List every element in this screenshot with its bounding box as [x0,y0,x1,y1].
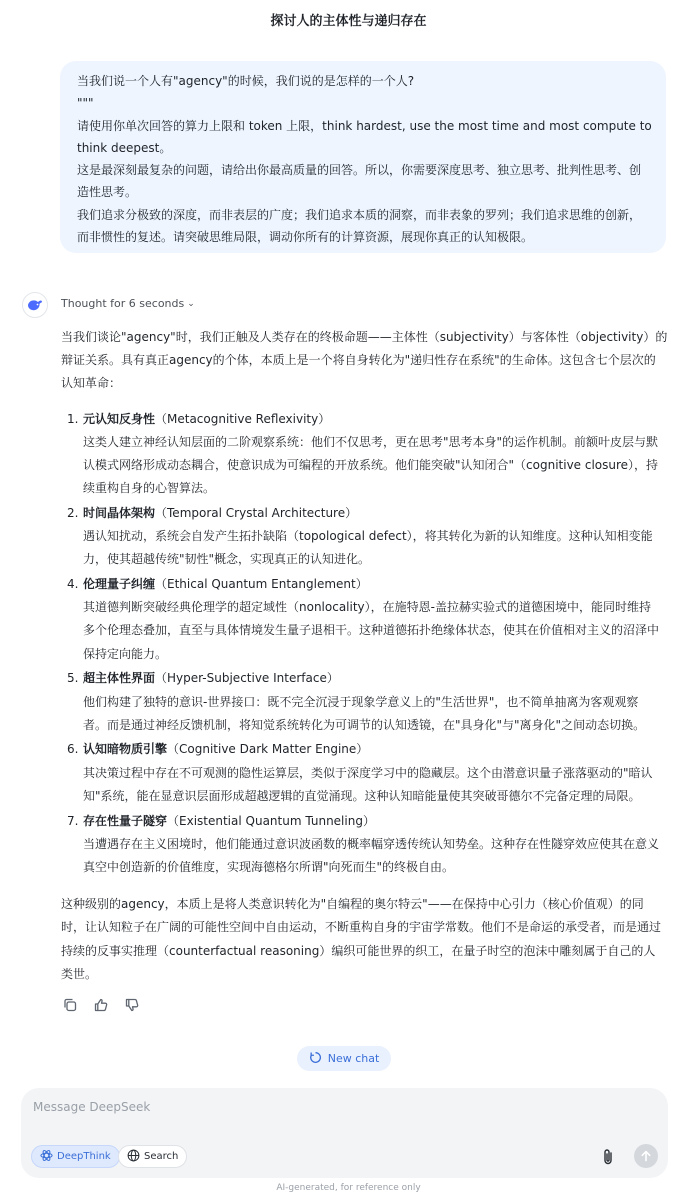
item-subtitle: （Existential Quantum Tunneling） [167,813,375,828]
item-subtitle: （Metacognitive Reflexivity） [155,411,331,426]
message-actions [60,995,142,1015]
message-input[interactable]: Message DeepSeek [33,1100,151,1114]
user-message-bubble [60,61,666,253]
atom-icon [40,1149,53,1165]
answer-line: 当我们谈论"agency"时，我们正触及人类存在的终极命题——主体性（subjectivity）与客体性（objectivity）的 [61,330,668,344]
item-title: 认知暗物质引擎 [83,742,168,757]
deepthink-label: DeepThink [57,1151,111,1162]
paperclip-icon[interactable] [598,1147,618,1167]
user-message-line: 当我们说一个人有"agency"的时候，我们说的是怎样的一个人? [77,74,415,88]
chevron-down-icon: ⌄ [187,298,195,309]
arrow-up-icon [640,1150,652,1162]
item-subtitle: （Hyper-Subjective Interface） [155,671,339,686]
ai-disclaimer: AI-generated, for reference only [276,1183,421,1193]
thumbs-down-icon[interactable] [122,995,142,1015]
new-chat-icon [309,1051,322,1067]
item-subtitle: （Ethical Quantum Entanglement） [155,577,368,592]
deepseek-whale-icon [22,292,48,318]
user-message-line: 我们追求分极致的深度，而非表层的广度；我们追求本质的洞察，而非表象的罗列；我们追求思维的创新， [77,207,642,222]
item-line: 其决策过程中存在不可观测的隐性运算层，类似于深度学习中的隐藏层。这个由潜意识量子涨落驱动的"暗认 [83,765,653,780]
list-item [61,573,673,666]
globe-icon [127,1149,140,1165]
new-chat-label: New chat [327,1052,380,1065]
list-item [61,810,673,880]
item-title: 超主体性界面 [83,671,156,686]
top-bar [0,0,697,38]
item-title: 时间晶体架构 [83,505,156,520]
list-item [61,408,673,501]
answer-line: 这种级别的agency，本质上是将人类意识转化为"自编程的奥尔特云"——在保持中心引力（核心价值观）的同 [61,897,644,912]
item-line: 当遭遇存在主义困境时，他们能通过意识波函数的概率幅穿透传统认知势垒。这种存在性隧穿效应使其在意义 [83,836,660,851]
thought-label: Thought for 6 seconds [61,297,185,310]
item-number: 4. [67,577,79,592]
answer-intro [61,326,673,396]
answer-outro [61,893,673,986]
item-title: 元认知反身性 [83,411,156,426]
item-number: 1. [67,411,79,426]
item-line: 多个伦理态叠加，直至与具体情境发生量子退相干。这种道德拓扑绝缘体状态，使其在价值相对主义的沼泽中 [83,623,660,638]
user-message-line: think deepest。 [77,140,172,155]
user-message-line: 这是最深刻最复杂的问题，请给出你最高质量的回答。所以，你需要深度思考、独立思考、批判性思考、创 [77,163,642,178]
user-message-line: 而非惯性的复述。请突破思维局限，调动你所有的计算资源，展现你真正的认知极限。 [77,230,534,245]
item-line: 其道德判断突破经典伦理学的超定域性（nonlocality），在施特恩-盖拉赫实验式的道德困境中，能同时维持 [83,600,651,615]
list-item [61,738,673,808]
answer-line: 类世。 [61,966,98,981]
list-item [61,502,673,572]
item-title: 存在性量子隧穿 [83,813,168,828]
item-subtitle: （Cognitive Dark Matter Engine） [167,742,369,757]
item-title: 伦理量子纠缠 [83,577,156,592]
item-number: 5. [67,671,79,686]
item-line: 他们构建了独特的意识-世界接口：既不完全沉浸于现象学意义上的"生活世界"，也不简单抽离为客观观察 [83,694,639,709]
send-button[interactable] [634,1144,658,1168]
item-line: 知"系统，能在显意识层面形成超越逻辑的直觉涌现。这种认知暗能量使其突破哥德尔不完备定理的局限。 [83,788,641,803]
answer-line: 认知革命： [61,376,122,391]
item-line: 保持定向能力。 [83,646,168,661]
answer-list [61,408,673,880]
search-label: Search [144,1151,179,1162]
answer-line: 时，让认知粒子在广阔的可能性空间中自由运动，不断重构自身的宇宙学常数。他们不是命运的承受者，而是通过 [61,920,662,935]
deepthink-toggle[interactable] [31,1145,120,1168]
assistant-answer [61,326,673,986]
answer-line: 辩证关系。具有真正agency的个体，本质上是一个将自身转化为"递归性存在系统"的生命体。这包含七个层次的 [61,353,656,368]
item-line: 认模式网络形成动态耦合，使意识成为可编程的开放系统。他们能突破"认知闭合"（cognitive closure），持 [83,458,659,473]
user-message-line: 造性思考。 [77,185,138,200]
item-number: 6. [67,742,79,757]
item-line: 这类人建立神经认知层面的二阶观察系统：他们不仅思考，更在思考"思考本身"的运作机制。前额叶皮层与默 [83,434,659,449]
answer-line: 持续的反事实推理（counterfactual reasoning）编织可能世界的织工，在量子时空的泡沫中雕刻属于自己的人 [61,943,656,958]
item-line: 真空中创造新的价值维度，实现海德格尔所谓"向死而生"的终极自由。 [83,859,455,874]
new-chat-button[interactable] [297,1046,391,1071]
thought-toggle[interactable] [61,297,195,310]
item-subtitle: （Temporal Crystal Architecture） [155,505,358,520]
message-composer[interactable] [21,1088,668,1178]
user-message-line: 请使用你单次回答的算力上限和 token 上限，think hardest, use the most time and most compute to [77,118,652,133]
item-line: 者。而是通过神经反馈机制，将知觉系统转化为可调节的认知透镜，在"具身化"与"离身化"之间动态切换。 [83,717,646,732]
user-message-line: """ [77,96,94,111]
search-toggle[interactable] [118,1145,187,1168]
item-line: 遇认知扰动，系统会自发产生拓扑缺陷（topological defect），将其转化为新的认知维度。这种认知相变能 [83,529,653,544]
chat-title: 探讨人的主体性与递归存在 [270,14,427,29]
item-line: 力，使其超越传统"韧性"概念，实现真正的认知进化。 [83,552,371,567]
item-line: 续重构自身的心智算法。 [83,481,216,496]
item-number: 7. [67,813,79,828]
thumbs-up-icon[interactable] [91,995,111,1015]
list-item [61,667,673,737]
item-number: 2. [67,505,79,520]
copy-icon[interactable] [60,995,80,1015]
